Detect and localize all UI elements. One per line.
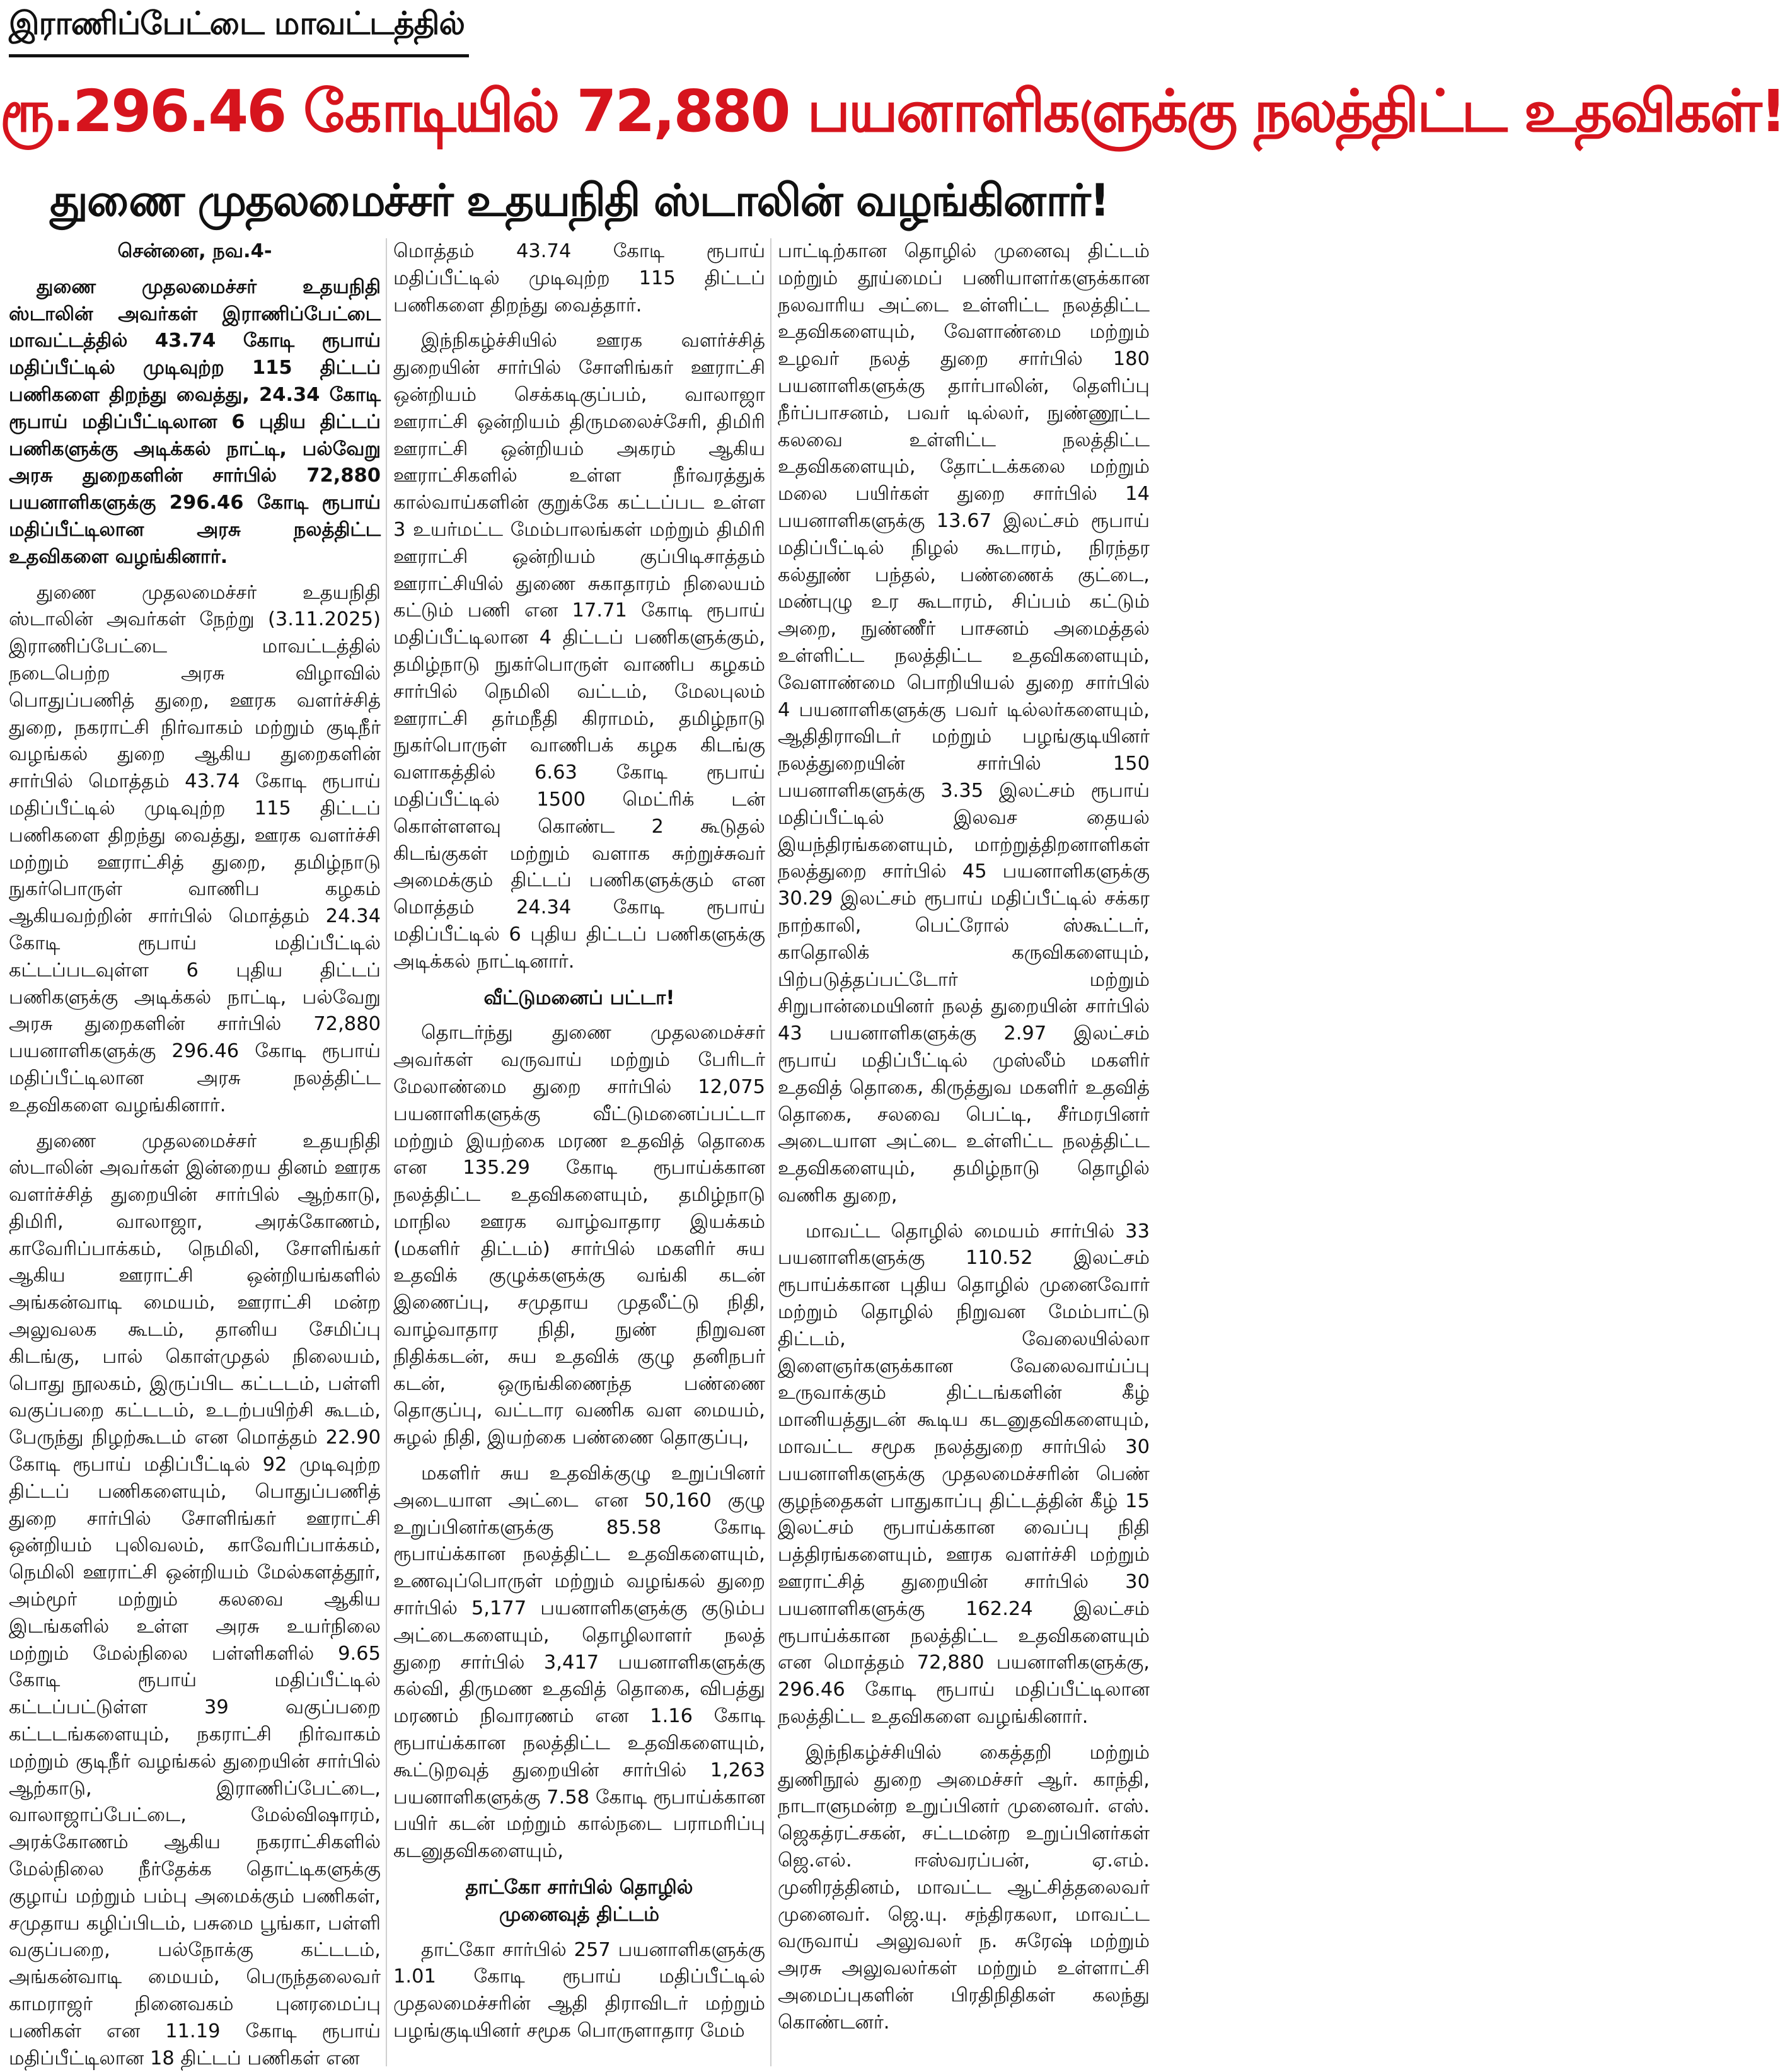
body-paragraph: மாவட்ட தொழில் மையம் சார்பில் 33 பயனாளிகளுக்கு 110.52 இலட்சம் ரூபாய்க்கான புதிய தொழில் முனைவோர் மற்றும் தொழில் நிறுவன மேம்பாட்டு திட்டம், வேலையில்லா இளைஞர்களுக்கான வேலைவாய்ப்பு உருவாக்கும் திட்டங்களின் கீழ் மானியத்துடன் கூடிய கடனுதவிகளையும், மாவட்ட சமூக நலத்துறை சார்பில் 30 பயனாளிகளுக்கு முதலமைச்சரின் பெண் குழந்தைகள் பாதுகாப்பு திட்டத்தின் கீழ் 15 இலட்சம் ரூபாய்க்கான வைப்பு நிதி பத்திரங்களையும், ஊரக வளர்ச்சி மற்றும் ஊராட்சித் துறையின் சார்பில் 30 பயனாளிகளுக்கு 162.24 இலட்சம் ரூபாய்க்கான நலத்திட்ட உதவிகளையும் என மொத்தம் 72,880 பயனாளிகளுக்கு, 296.46 கோடி ரூபாய் மதிப்பீட்டிலான நலத்திட்ட உதவிகளை வழங்கினார். bbox=[778, 1218, 1150, 1731]
body-paragraph: இந்நிகழ்ச்சியில் ஊரக வளர்ச்சித் துறையின் சார்பில் சோளிங்கர் ஊராட்சி ஒன்றியம் செக்கடிகுப்பம், வாலாஜா ஊராட்சி ஒன்றியம் திருமலைச்சேரி, திமிரி ஊராட்சி ஒன்றியம் அகரம் ஆகிய ஊராட்சிகளில் உள்ள நீர்வரத்துக் கால்வாய்களின் குறுக்கே கட்டப்பட உள்ள 3 உயர்மட்ட மேம்பாலங்கள் மற்றும் திமிரி ஊராட்சி ஒன்றியம் குப்பிடிசாத்தம் ஊராட்சியில் துணை சுகாதாரம் நிலையம் கட்டும் பணி என 17.71 கோடி ரூபாய் மதிப்பீட்டிலான 4 திட்டப் பணிகளுக்கும், தமிழ்நாடு நுகர்பொருள் வாணிப கழகம் சார்பில் நெமிலி வட்டம், மேலபுலம் ஊராட்சி தர்மநீதி கிராமம், தமிழ்நாடு நுகர்பொருள் வாணிபக் கழக கிடங்கு வளாகத்தில் 6.63 கோடி ரூபாய் மதிப்பீட்டில் 1500 மெட்ரிக் டன் கொள்ளளவு கொண்ட 2 கூடுதல் கிடங்குகள் மற்றும் வளாக சுற்றுச்சுவர் அமைக்கும் திட்டப் பணிகளுக்கும் என மொத்தம் 24.34 கோடி ரூபாய் மதிப்பீட்டில் 6 புதிய திட்டப் பணிகளுக்கு அடிக்கல் நாட்டினார். bbox=[393, 328, 765, 975]
subheadline: துணை முதலமைச்சர் உதயநிதி ஸ்டாலின் வழங்கினார்! bbox=[0, 169, 1158, 232]
lead-paragraph: துணை முதலமைச்சர் உதயநிதி ஸ்டாலின் அவர்கள் இராணிப்பேட்டை மாவட்டத்தில் 43.74 கோடி ரூபாய் மதிப்பீட்டில் முடிவுற்ற 115 திட்டப் பணிகளை திறந்து வைத்து, 24.34 கோடி ரூபாய் மதிப்பீட்டிலான 6 புதிய திட்டப் பணிகளுக்கு அடிக்கல் நாட்டி, பல்வேறு அரசு துறைகளின் சார்பில் 72,880 பயனாளிகளுக்கு 296.46 கோடி ரூபாய் மதிப்பீட்டிலான அரசு நலத்திட்ட உதவிகளை வழங்கினார். bbox=[9, 274, 381, 571]
column-divider bbox=[386, 238, 387, 2066]
article-column-3 bbox=[778, 238, 1150, 2066]
article-column-1 bbox=[9, 238, 381, 2066]
body-paragraph-continued: பாட்டிற்கான தொழில் முனைவு திட்டம் மற்றும் தூய்மைப் பணியாளர்களுக்கான நலவாரிய அட்டை உள்ளிட்ட நலத்திட்ட உதவிகளையும், வேளாண்மை மற்றும் உழவர் நலத் துறை சார்பில் 180 பயனாளிகளுக்கு தார்பாலின், தெளிப்பு நீர்ப்பாசனம், பவர் டில்லர், நுண்ணூட்ட கலவை உள்ளிட்ட நலத்திட்ட உதவிகளையும், தோட்டக்கலை மற்றும் மலை பயிர்கள் துறை சார்பில் 14 பயனாளிகளுக்கு 13.67 இலட்சம் ரூபாய் மதிப்பீட்டில் நிழல் கூடாரம், நிரந்தர கல்தூண் பந்தல், பண்ணைக் குட்டை, மண்புழு உர கூடாரம், சிப்பம் கட்டும் அறை, நுண்ணீர் பாசனம் அமைத்தல் உள்ளிட்ட நலத்திட்ட உதவிகளையும், வேளாண்மை பொறியியல் துறை சார்பில் 4 பயனாளிகளுக்கு பவர் டில்லர்களையும், ஆதிதிராவிடர் மற்றும் பழங்குடியினர் நலத்துறையின் சார்பில் 150 பயனாளிகளுக்கு 3.35 இலட்சம் ரூபாய் மதிப்பீட்டில் இலவச தையல் இயந்திரங்களையும், மாற்றுத்திறனாளிகள் நலத்துறை சார்பில் 45 பயனாளிகளுக்கு 30.29 இலட்சம் ரூபாய் மதிப்பீட்டில் சக்கர நாற்காலி, பெட்ரோல் ஸ்கூட்டர், காதொலிக் கருவிகளையும், பிற்படுத்தப்பட்டோர் மற்றும் சிறுபான்மையினர் நலத் துறையின் சார்பில் 43 பயனாளிகளுக்கு 2.97 இலட்சம் ரூபாய் மதிப்பீட்டில் முஸ்லீம் மகளிர் உதவித் தொகை, கிருத்துவ மகளிர் உதவித் தொகை, சலவை பெட்டி, சீர்மரபினர் அடையாள அட்டை உள்ளிட்ட நலத்திட்ட உதவிகளையும், தமிழ்நாடு தொழில் வணிக துறை, bbox=[778, 238, 1150, 1210]
body-paragraph: தொடர்ந்து துணை முதலமைச்சர் அவர்கள் வருவாய் மற்றும் பேரிடர் மேலாண்மை துறை சார்பில் 12,075 பயனாளிகளுக்கு வீட்டுமனைப்பட்டா மற்றும் இயற்கை மரண உதவித் தொகை என 135.29 கோடி ரூபாய்க்கான நலத்திட்ட உதவிகளையும், தமிழ்நாடு மாநில ஊரக வாழ்வாதார இயக்கம் (மகளிர் திட்டம்) சார்பில் மகளிர் சுய உதவிக் குழுக்களுக்கு வங்கி கடன் இணைப்பு, சமுதாய முதலீட்டு நிதி, வாழ்வாதார நிதி, நுண் நிறுவன நிதிக்கடன், சுய உதவிக் குழு தனிநபர் கடன், ஒருங்கிணைந்த பண்ணை தொகுப்பு, வட்டார வணிக வள மையம், சுழல் நிதி, இயற்கை பண்ணை தொகுப்பு, bbox=[393, 1020, 765, 1452]
body-paragraph: மகளிர் சுய உதவிக்குழு உறுப்பினர் அடையாள அட்டை என 50,160 குழு உறுப்பினர்களுக்கு 85.58 கோடி ரூபாய்க்கான நலத்திட்ட உதவிகளையும், உணவுப்பொருள் மற்றும் வழங்கல் துறை சார்பில் 5,177 பயனாளிகளுக்கு குடும்ப அட்டைகளையும், தொழிலாளர் நலத் துறை சார்பில் 3,417 பயனாளிகளுக்கு கல்வி, திருமண உதவித் தொகை, விபத்து மரணம் நிவாரணம் என 1.16 கோடி ரூபாய்க்கான நலத்திட்ட உதவிகளையும், கூட்டுறவுத் துறையின் சார்பில் 1,263 பயனாளிகளுக்கு 7.58 கோடி ரூபாய்க்கான பயிர் கடன் மற்றும் கால்நடை பராமரிப்பு கடனுதவிகளையும், bbox=[393, 1461, 765, 1865]
section-subheading: முனைவுத் திட்டம் bbox=[393, 1901, 765, 1928]
body-paragraph-continued: மொத்தம் 43.74 கோடி ரூபாய் மதிப்பீட்டில் முடிவுற்ற 115 திட்டப் பணிகளை திறந்து வைத்தார். bbox=[393, 238, 765, 319]
section-subheading: வீட்டுமனைப் பட்டா! bbox=[393, 985, 765, 1012]
kicker-block bbox=[0, 0, 479, 61]
body-paragraph: இந்நிகழ்ச்சியில் கைத்தறி மற்றும் துணிநூல் துறை அமைச்சர் ஆர். காந்தி, நாடாளுமன்ற உறுப்பினர் முனைவர். எஸ். ஜெகத்ரட்சகன், சட்டமன்ற உறுப்பினர்கள் ஜெ.எல். ஈஸ்வரப்பன், ஏ.எம். முனிரத்தினம், மாவட்ட ஆட்சித்தலைவர் முனைவர். ஜெ.யு. சந்திரகலா, மாவட்ட வருவாய் அலுவலர் ந. சுரேஷ் மற்றும் அரசு அலுவலர்கள் மற்றும் உள்ளாட்சி அமைப்புகளின் பிரதிநிதிகள் கலந்து கொண்டனர். bbox=[778, 1740, 1150, 2037]
dateline: சென்னை, நவ.4- bbox=[9, 238, 381, 265]
article-column-2 bbox=[393, 238, 765, 2066]
body-paragraph: தாட்கோ சார்பில் 257 பயனாளிகளுக்கு 1.01 கோடி ரூபாய் மதிப்பீட்டில் முதலமைச்சரின் ஆதி திராவிடர் மற்றும் பழங்குடியினர் சமூக பொருளாதார மேம் bbox=[393, 1937, 765, 2045]
column-divider bbox=[770, 238, 771, 2066]
body-paragraph: துணை முதலமைச்சர் உதயநிதி ஸ்டாலின் அவர்கள் இன்றைய தினம் ஊரக வளர்ச்சித் துறையின் சார்பில் ஆற்காடு, திமிரி, வாலாஜா, அரக்கோணம், காவேரிப்பாக்கம், நெமிலி, சோளிங்கர் ஆகிய ஊராட்சி ஒன்றியங்களில் அங்கன்வாடி மையம், ஊராட்சி மன்ற அலுவலக கூடம், தானிய சேமிப்பு கிடங்கு, பால் கொள்முதல் நிலையம், பொது நூலகம், இருப்பிட கட்டடம், பள்ளி வகுப்பறை கட்டடம், உடற்பயிற்சி கூடம், பேருந்து நிழற்கூடம் என மொத்தம் 22.90 கோடி ரூபாய் மதிப்பீட்டில் 92 முடிவுற்ற திட்டப் பணிகளையும், பொதுப்பணித் துறை சார்பில் சோளிங்கர் ஊராட்சி ஒன்றியம் புலிவலம், காவேரிப்பாக்கம், நெமிலி ஊராட்சி ஒன்றியம் மேல்களத்தூர், அம்மூர் மற்றும் கலவை ஆகிய இடங்களில் உள்ள அரசு உயர்நிலை மற்றும் மேல்நிலை பள்ளிகளில் 9.65 கோடி ரூபாய் மதிப்பீட்டில் கட்டப்பட்டுள்ள 39 வகுப்பறை கட்டடங்களையும், நகராட்சி நிர்வாகம் மற்றும் குடிநீர் வழங்கல் துறையின் சார்பில் ஆற்காடு, இராணிப்பேட்டை, வாலாஜாப்பேட்டை, மேல்விஷாரம், அரக்கோணம் ஆகிய நகராட்சிகளில் மேல்நிலை நீர்தேக்க தொட்டிகளுக்கு குழாய் மற்றும் பம்பு அமைக்கும் பணிகள், சமுதாய கழிப்பிடம், பசுமை பூங்கா, பள்ளி வகுப்பறை, பல்நோக்கு கட்டடம், அங்கன்வாடி மையம், பெருந்தலைவர் காமராஜர் நினைவகம் புனரமைப்பு பணிகள் என 11.19 கோடி ரூபாய் மதிப்பீட்டிலான 18 திட்டப் பணிகள் என bbox=[9, 1128, 381, 2072]
body-paragraph: துணை முதலமைச்சர் உதயநிதி ஸ்டாலின் அவர்கள் நேற்று (3.11.2025) இராணிப்பேட்டை மாவட்டத்தில் நடைபெற்ற அரசு விழாவில் பொதுப்பணித் துறை, ஊரக வளர்ச்சித் துறை, நகராட்சி நிர்வாகம் மற்றும் குடிநீர் வழங்கல் துறை ஆகிய துறைகளின் சார்பில் மொத்தம் 43.74 கோடி ரூபாய் மதிப்பீட்டில் முடிவுற்ற 115 திட்டப் பணிகளை திறந்து வைத்து, ஊரக வளர்ச்சி மற்றும் ஊராட்சித் துறை, தமிழ்நாடு நுகர்பொருள் வாணிப கழகம் ஆகியவற்றின் சார்பில் மொத்தம் 24.34 கோடி ரூபாய் மதிப்பீட்டில் கட்டப்படவுள்ள 6 புதிய திட்டப் பணிகளுக்கு அடிக்கல் நாட்டி, பல்வேறு அரசு துறைகளின் சார்பில் 72,880 பயனாளிகளுக்கு 296.46 கோடி ரூபாய் மதிப்பீட்டிலான அரசு நலத்திட்ட உதவிகளை வழங்கினார். bbox=[9, 580, 381, 1120]
headline: ரூ.296.46 கோடியில் 72,880 பயனாளிகளுக்கு நலத்திட்ட உதவிகள்! bbox=[0, 71, 1158, 153]
section-subheading: தாட்கோ சார்பில் தொழில் bbox=[393, 1874, 765, 1901]
kicker-underline bbox=[9, 54, 469, 57]
kicker: இராணிப்பேட்டை மாவட்டத்தில் bbox=[9, 5, 465, 46]
